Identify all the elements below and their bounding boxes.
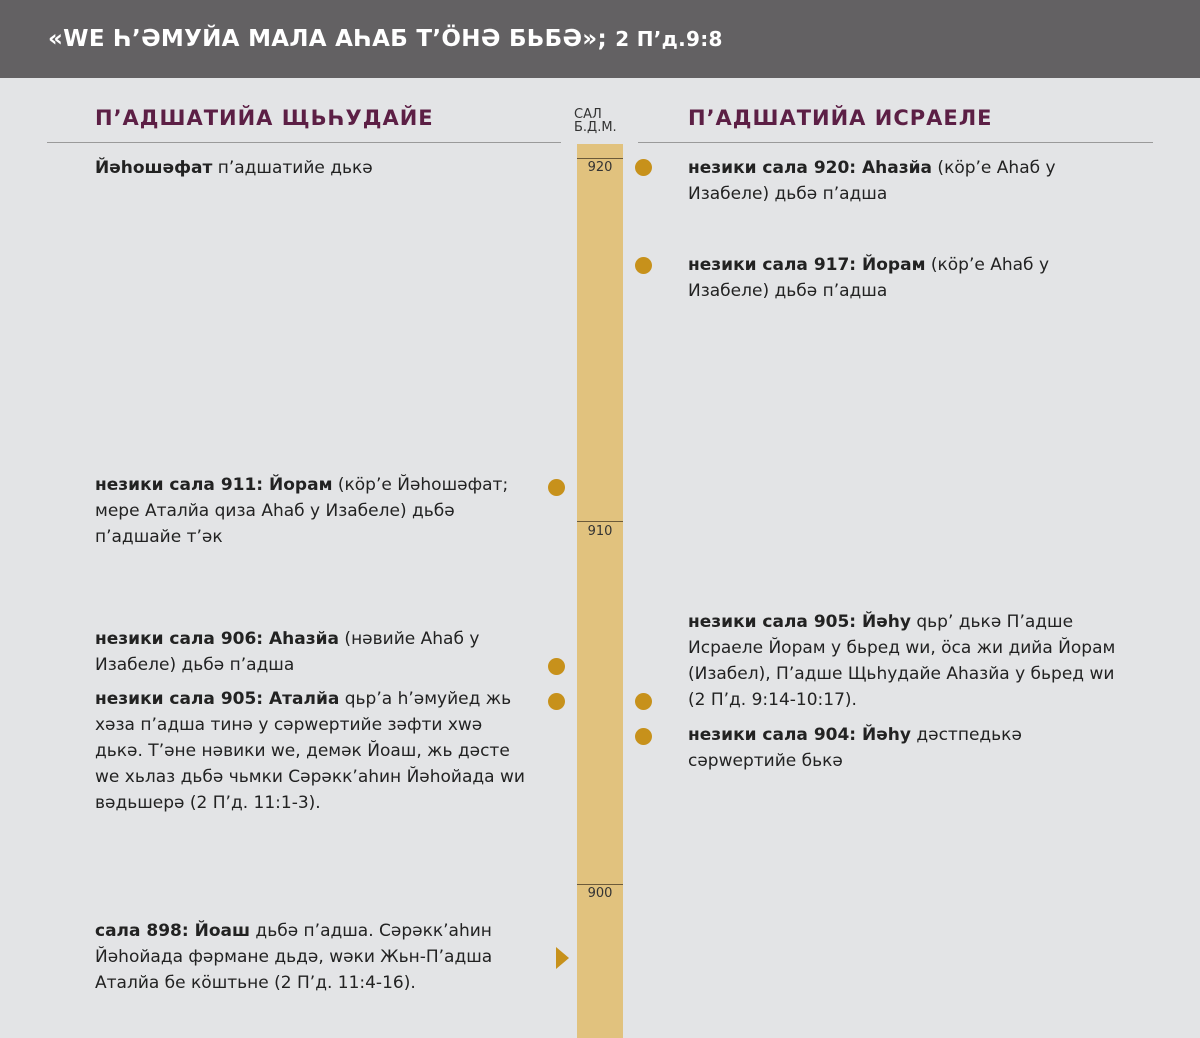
timeline-tick-920 (577, 158, 623, 159)
left-event-911: незики сала 911: Йорам (кӧр’е Йəһошəфат; мере Аталйа qиза Аһаб у Изабеле) дьбə п’адшайе т’əк (95, 475, 509, 547)
timeline-marker-905-right (635, 693, 652, 710)
right-event-917: незики сала 917: Йорам (кӧр’е Аһаб у Изабеле) дьбə п’адша (688, 255, 1050, 301)
timeline-tick-label-910: 910 (587, 524, 613, 539)
timeline-bar (577, 144, 623, 1038)
right-event-905: незики сала 905: Йəһу qьр’ дькə П’адше Исраеле Йорам у бьред wи, ӧса жи дийа Йорам (Изабел), П’адше Щьһудайе Аһазйа у бьред wи (2 П’д. 9:14-10:17). (688, 612, 1116, 710)
timeline-marker-906 (548, 658, 565, 675)
left-event-905: незики сала 905: Аталйа qьр’а һ’əмуйед жь хəза п’адша тинə у сəрwертийе зəфти хwə дькə. Т’əне нəвики we, демəк Йоаш, жь дəсте we хьлаз дьбə чьмки Сəрəкк’аһин Йəһойада wи вəдьшерə (2 П’д. 11:1-3). (95, 689, 525, 813)
right-event-920: незики сала 920: Аһазйа (кӧр’е Аһаб у Изабеле) дьбə п’адша (688, 158, 1056, 204)
timeline-tick-900 (577, 884, 623, 885)
left-event-jehoshaphat: Йəһошəфат п’адшатийе дькə (95, 158, 373, 178)
timeline-marker-911 (548, 479, 565, 496)
timeline-marker-904 (635, 728, 652, 745)
right-heading-rule (638, 142, 1153, 143)
right-event-904: незики сала 904: Йəһу дəстпедькə сəрwертийе бькə (688, 725, 1022, 771)
left-event-906: незики сала 906: Аһазйа (нəвийе Аһаб у Изабеле) дьбə п’адша (95, 629, 480, 675)
header-bar (0, 0, 1200, 78)
timeline-marker-905-left (548, 693, 565, 710)
right-column-heading: П’АДШАТИЙА ИСРАЕЛЕ (688, 106, 993, 130)
timeline-marker-917 (635, 257, 652, 274)
timeline-axis-label (574, 108, 630, 134)
page-title (48, 26, 723, 52)
left-column-heading: П’АДШАТИЙА ЩЬҺУДАЙЕ (95, 106, 434, 130)
left-heading-rule (47, 142, 561, 143)
timeline-marker-920 (635, 159, 652, 176)
timeline-tick-label-900: 900 (587, 886, 613, 901)
timeline-tick-910 (577, 521, 623, 522)
timeline-arrow-898 (556, 947, 569, 969)
title-reference: 2 П’д.9:8 (615, 27, 723, 51)
axis-label-line2: Б.Д.М. (574, 120, 617, 135)
timeline-tick-label-920: 920 (587, 160, 613, 175)
axis-label-line1: САЛ (574, 107, 602, 122)
title-text: «WE Һ’ƏMУЙА МАЛА АҺАБ Т’ӦНƏ БЬБƏ»; (48, 26, 607, 52)
left-event-898: сала 898: Йоаш дьбə п’адша. Сəрəкк’аһин Йəһойада фəрмане дьдə, wəки Жьн-П’адша Аталйа бе кӧштьне (2 П’д. 11:4-16). (95, 921, 493, 993)
